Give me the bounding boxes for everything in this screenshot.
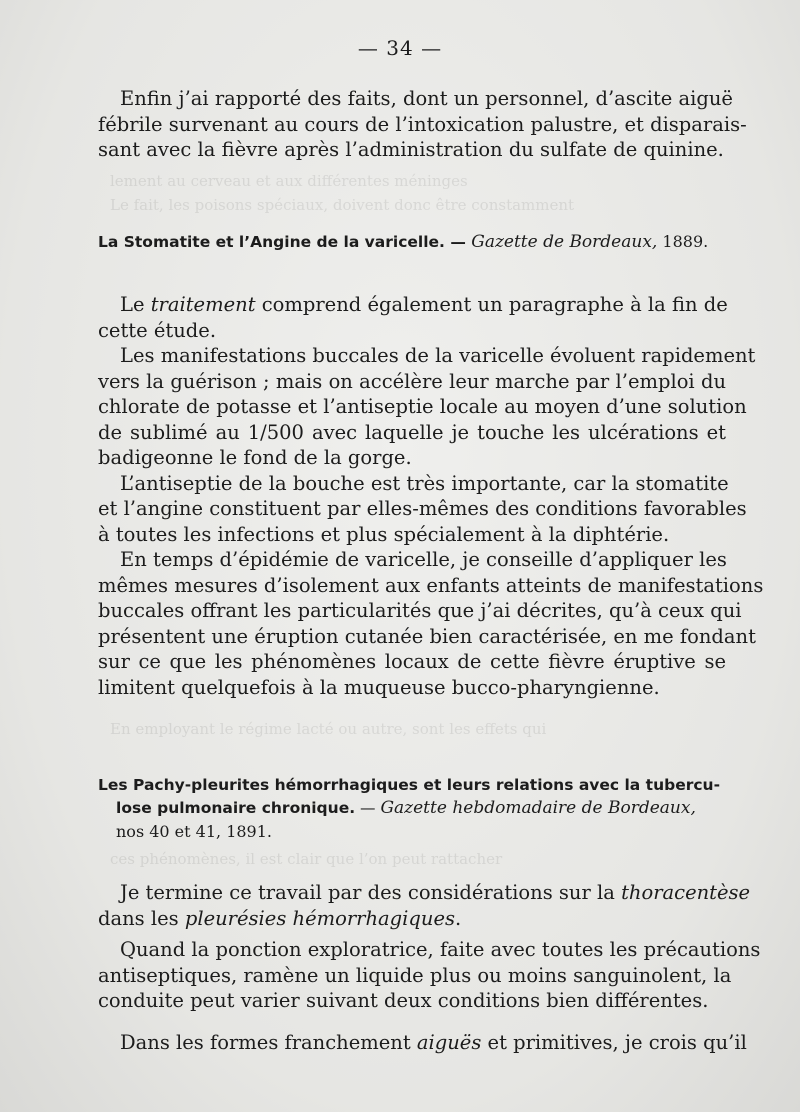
text-line: à toutes les infections et plus spécialement à la diphtérie. <box>98 522 670 546</box>
text-line: de sublimé au 1/500 avec laquelle je touche les ulcérations et <box>98 420 726 444</box>
text-line <box>98 292 726 318</box>
text-run: dans les <box>98 906 185 930</box>
text-line: cette étude. <box>98 318 217 342</box>
text-line: Quand la ponction exploratrice, faite avec toutes les précautions <box>120 938 761 961</box>
section-pachy-pleurites-body <box>98 880 761 1055</box>
text-line: sant avec la fièvre après l’administration du sulfate de quinine. <box>98 138 724 161</box>
heading-issue: nos 40 et 41, 1891. <box>116 822 272 841</box>
text-run: Dans les formes franchement <box>120 1030 417 1054</box>
heading-dash: — <box>355 799 381 817</box>
text-line: mêmes mesures d’isolement aux enfants atteints de manifestations <box>98 573 764 597</box>
heading-title: lose pulmonaire chronique. <box>116 799 356 817</box>
bleed-through-text: En employant le régime lacté ou autre, sont les effets qui <box>110 720 547 738</box>
bleed-through-text: Le fait, les poisons spéciaux, doivent donc être constamment <box>110 196 575 214</box>
text-line: et l’angine constituent par elles-mêmes des conditions favorables <box>98 497 747 520</box>
text-line: sur ce que les phénomènes locaux de cette fièvre éruptive se <box>98 650 726 673</box>
text-run: Le <box>120 293 151 316</box>
text-line: vers la guérison ; mais on accélère leur marche par l’emploi du <box>98 369 726 393</box>
heading-dash: — <box>444 233 472 251</box>
text-line: Les manifestations buccales de la varicelle évoluent rapidement <box>120 344 756 367</box>
text-line: antiseptiques, ramène un liquide plus ou moins sanguinolent, la <box>98 963 732 987</box>
text-line: conduite peut varier suivant deux conditions bien différentes. <box>98 989 709 1012</box>
text-line <box>98 1030 747 1056</box>
opening-paragraph <box>98 86 747 163</box>
heading-journal: Gazette hebdomadaire de Bordeaux, <box>380 798 696 818</box>
heading-year: 1889. <box>657 232 709 251</box>
text-line <box>98 906 726 932</box>
text-run: et primitives, je crois qu’il <box>481 1030 747 1054</box>
text-line: buccales offrant les particularités que j’ai décrites, qu’à ceux qui <box>98 599 742 622</box>
emphasis-pleuresies: pleurésies hémorrhagiques <box>184 906 455 930</box>
text-line: présentent une éruption cutanée bien caractérisée, en me fondant <box>98 624 756 648</box>
section-heading-pachy-pleurites <box>98 774 728 843</box>
heading-line: Les Pachy-pleurites hémorrhagiques et leurs relations avec la tubercu- <box>98 776 721 794</box>
heading-title: La Stomatite et l’Angine de la varicelle. <box>98 233 445 251</box>
text-line: badigeonne le fond de la gorge. <box>98 446 412 469</box>
text-line: L’antiseptie de la bouche est très importante, car la stomatite <box>120 471 729 495</box>
text-line: Enfin j’ai rapporté des faits, dont un personnel, d’ascite aiguë <box>120 87 733 110</box>
emphasis-thoracentese: thoracentèse <box>621 881 751 904</box>
section-stomatite-body <box>98 292 764 700</box>
bleed-through-text: ces phénomènes, il est clair que l’on peut rattacher <box>110 850 503 868</box>
text-line: chlorate de potasse et l’antiseptie locale au moyen d’une solution <box>98 395 747 418</box>
heading-journal: Gazette de Bordeaux, <box>471 232 658 252</box>
text-line: En temps d’épidémie de varicelle, je conseille d’appliquer les <box>120 548 727 571</box>
emphasis-traitement: traitement <box>150 293 256 316</box>
section-heading-stomatite <box>98 230 728 254</box>
page-number: — 34 — <box>357 36 443 60</box>
text-run: comprend également un paragraphe à la fin de <box>255 293 728 316</box>
text-line: fébrile survenant au cours de l’intoxication palustre, et disparais- <box>98 112 747 136</box>
text-line <box>98 880 751 906</box>
heading-line <box>98 797 728 820</box>
bleed-through-text: lement au cerveau et aux différentes méninges <box>110 172 468 190</box>
text-run: Je termine ce travail par des considérations sur la <box>120 881 622 904</box>
emphasis-aigues: aiguës <box>416 1030 482 1054</box>
text-run: . <box>455 906 462 930</box>
text-line: limitent quelquefois à la muqueuse bucco-pharyngienne. <box>98 675 660 699</box>
